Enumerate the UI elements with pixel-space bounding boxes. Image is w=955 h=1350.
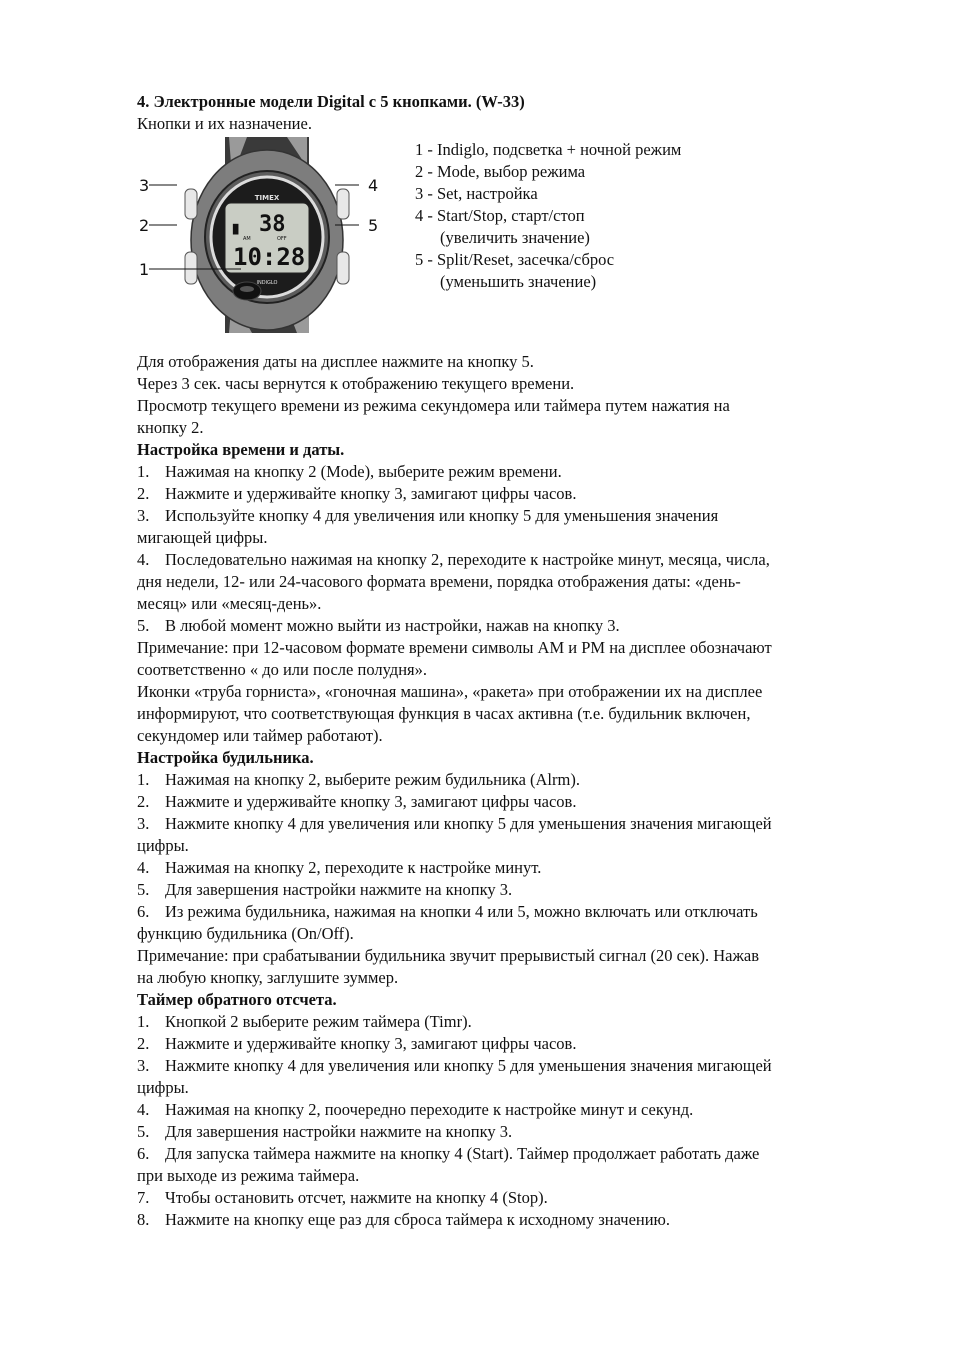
list-item-number: 6. bbox=[137, 1144, 150, 1163]
list-item bbox=[137, 483, 897, 505]
watch-button-3 bbox=[185, 189, 197, 219]
list-item-text: Используйте кнопку 4 для увеличения или кнопку 5 для уменьшения значения bbox=[165, 506, 719, 525]
list-item-number: 1. bbox=[137, 1012, 150, 1031]
list-item-text: Нажмите кнопку 4 для увеличения или кнопку 5 для уменьшения значения мигающей bbox=[165, 1056, 772, 1075]
list-item bbox=[137, 527, 897, 549]
list-item-number: 5. bbox=[137, 1122, 150, 1141]
list-item bbox=[137, 1121, 897, 1143]
callout-1: 1 bbox=[139, 260, 150, 279]
list-item-number: 5. bbox=[137, 880, 150, 899]
timer-setting-steps bbox=[137, 1011, 897, 1231]
legend-item: 1 - Indiglo, подсветка + ночной режим bbox=[415, 140, 682, 159]
list-item-number: 3. bbox=[137, 506, 150, 525]
list-item bbox=[137, 1099, 897, 1121]
list-item-number: 2. bbox=[137, 484, 150, 503]
list-item-text: Последовательно нажимая на кнопку 2, переходите к настройке минут, месяца, числа, bbox=[165, 550, 770, 569]
intro-text: Кнопки и их назначение. bbox=[137, 114, 312, 133]
callout-2: 2 bbox=[139, 216, 150, 235]
time-setting-note bbox=[137, 637, 897, 747]
list-item bbox=[137, 857, 897, 879]
alarm-setting-heading: Настройка будильника. bbox=[137, 748, 314, 767]
paragraph-line: Через 3 сек. часы вернутся к отображению текущего времени. bbox=[137, 374, 575, 393]
watch-top-digits: 38 bbox=[259, 212, 286, 237]
legend-item: (уменьшить значение) bbox=[440, 272, 597, 291]
list-item-number: 2. bbox=[137, 1034, 150, 1053]
legend-item: 2 - Mode, выбор режима bbox=[415, 162, 586, 181]
watch-brand: TIMEX bbox=[254, 194, 280, 202]
list-item bbox=[137, 1055, 897, 1077]
paragraph-line: кнопку 2. bbox=[137, 418, 204, 437]
list-item-text: месяц» или «месяц-день». bbox=[137, 594, 322, 613]
note-line: соответственно « до или после полудня». bbox=[137, 660, 427, 679]
list-item bbox=[137, 1033, 897, 1055]
list-item-text: В любой момент можно выйти из настройки, нажав на кнопку 3. bbox=[165, 616, 620, 635]
list-item bbox=[137, 1165, 897, 1187]
legend-item: 3 - Set, настройка bbox=[415, 184, 538, 203]
section-title: 4. Электронные модели Digital с 5 кнопками. (W-33) bbox=[137, 92, 525, 111]
list-item-number: 6. bbox=[137, 902, 150, 921]
list-item-text: функцию будильника (On/Off). bbox=[137, 924, 354, 943]
list-item bbox=[137, 461, 897, 483]
watch-figure bbox=[137, 137, 897, 333]
list-item bbox=[137, 615, 897, 637]
list-item-text: цифры. bbox=[137, 1078, 189, 1097]
legend-item: (увеличить значение) bbox=[440, 228, 590, 247]
list-item bbox=[137, 1187, 897, 1209]
list-item-number: 1. bbox=[137, 770, 150, 789]
watch-button-4 bbox=[337, 189, 349, 219]
time-setting-heading: Настройка времени и даты. bbox=[137, 440, 345, 459]
alarm-setting-steps bbox=[137, 769, 897, 945]
list-item-text: Для завершения настройки нажмите на кнопку 3. bbox=[165, 880, 513, 899]
document-page bbox=[137, 91, 897, 1231]
time-setting-steps bbox=[137, 461, 897, 637]
callout-5: 5 bbox=[368, 216, 379, 235]
note-line: секундомер или таймер работают). bbox=[137, 726, 383, 745]
list-item-text: Нажмите и удерживайте кнопку 3, замигают цифры часов. bbox=[165, 1034, 577, 1053]
list-item bbox=[137, 879, 897, 901]
list-item-number: 4. bbox=[137, 1100, 150, 1119]
paragraph-line: Просмотр текущего времени из режима секундомера или таймера путем нажатия на bbox=[137, 396, 730, 415]
callout-4: 4 bbox=[368, 176, 379, 195]
list-item-text: Нажимая на кнопку 2, переходите к настройке минут. bbox=[165, 858, 542, 877]
list-item-number: 2. bbox=[137, 792, 150, 811]
list-item bbox=[137, 1143, 897, 1165]
list-item bbox=[137, 813, 897, 835]
list-item-text: Нажмите и удерживайте кнопку 3, замигают цифры часов. bbox=[165, 792, 577, 811]
note-line: Иконки «труба горниста», «гоночная машина», «ракета» при отображении их на дисплее bbox=[137, 682, 763, 701]
list-item-text: Нажмите и удерживайте кнопку 3, замигают цифры часов. bbox=[165, 484, 577, 503]
watch-am-label: AM bbox=[243, 236, 251, 242]
watch-illustration bbox=[137, 137, 407, 333]
note-line: на любую кнопку, заглушите зуммер. bbox=[137, 968, 399, 987]
list-item bbox=[137, 571, 897, 593]
list-item bbox=[137, 769, 897, 791]
list-item bbox=[137, 923, 897, 945]
note-line: Примечание: при 12-часовом формате времени символы AM и PM на дисплее обозначают bbox=[137, 638, 772, 657]
watch-button-2 bbox=[185, 252, 197, 284]
watch-off-label: OFF bbox=[277, 236, 287, 242]
list-item-text: Чтобы остановить отсчет, нажмите на кнопку 4 (Stop). bbox=[165, 1188, 548, 1207]
list-item-text: мигающей цифры. bbox=[137, 528, 268, 547]
list-item bbox=[137, 791, 897, 813]
list-item-number: 8. bbox=[137, 1210, 150, 1229]
list-item-text: Нажимая на кнопку 2, поочередно переходите к настройке минут и секунд. bbox=[165, 1100, 694, 1119]
timer-setting-heading: Таймер обратного отсчета. bbox=[137, 990, 337, 1009]
watch-button-5 bbox=[337, 252, 349, 284]
note-line: информируют, что соответствующая функция в часах активна (т.е. будильник включен, bbox=[137, 704, 751, 723]
callout-3: 3 bbox=[139, 176, 150, 195]
list-item bbox=[137, 1077, 897, 1099]
list-item bbox=[137, 505, 897, 527]
watch-indiglo-label: INDIGLO bbox=[256, 280, 278, 286]
list-item bbox=[137, 549, 897, 571]
note-line: Примечание: при срабатывании будильника звучит прерывистый сигнал (20 сек). Нажав bbox=[137, 946, 759, 965]
list-item-number: 4. bbox=[137, 858, 150, 877]
list-item-number: 1. bbox=[137, 462, 150, 481]
list-item-text: Для запуска таймера нажмите на кнопку 4 (Start). Таймер продолжает работать даже bbox=[165, 1144, 760, 1163]
button-legend bbox=[415, 139, 681, 293]
list-item bbox=[137, 593, 897, 615]
legend-item: 4 - Start/Stop, старт/стоп bbox=[415, 206, 585, 225]
list-item-text: Из режима будильника, нажимая на кнопки 4 или 5, можно включать или отключать bbox=[165, 902, 758, 921]
svg-text:▖: ▖ bbox=[233, 214, 244, 235]
watch-bottom-digits: 10:28 bbox=[233, 243, 306, 271]
list-item bbox=[137, 1011, 897, 1033]
list-item-number: 3. bbox=[137, 814, 150, 833]
list-item-number: 4. bbox=[137, 550, 150, 569]
list-item-number: 3. bbox=[137, 1056, 150, 1075]
alarm-setting-note bbox=[137, 945, 897, 989]
list-item-number: 5. bbox=[137, 616, 150, 635]
list-item-text: Нажимая на кнопку 2, выберите режим будильника (Alrm). bbox=[165, 770, 580, 789]
list-item-text: Кнопкой 2 выберите режим таймера (Timr). bbox=[165, 1012, 472, 1031]
list-item bbox=[137, 901, 897, 923]
paragraph-line: Для отображения даты на дисплее нажмите на кнопку 5. bbox=[137, 352, 534, 371]
list-item bbox=[137, 1209, 897, 1231]
list-item-text: Нажмите кнопку 4 для увеличения или кнопку 5 для уменьшения значения мигающей bbox=[165, 814, 772, 833]
list-item-text: Для завершения настройки нажмите на кнопку 3. bbox=[165, 1122, 513, 1141]
list-item-text: при выходе из режима таймера. bbox=[137, 1166, 360, 1185]
list-item-number: 7. bbox=[137, 1188, 150, 1207]
list-item bbox=[137, 835, 897, 857]
date-display-paragraph bbox=[137, 351, 897, 439]
legend-item: 5 - Split/Reset, засечка/сброс bbox=[415, 250, 615, 269]
list-item-text: Нажмите на кнопку еще раз для сброса таймера к исходному значению. bbox=[165, 1210, 670, 1229]
list-item-text: Нажимая на кнопку 2 (Mode), выберите режим времени. bbox=[165, 462, 562, 481]
list-item-text: дня недели, 12- или 24-часового формата времени, порядка отображения даты: «день- bbox=[137, 572, 741, 591]
list-item-text: цифры. bbox=[137, 836, 189, 855]
